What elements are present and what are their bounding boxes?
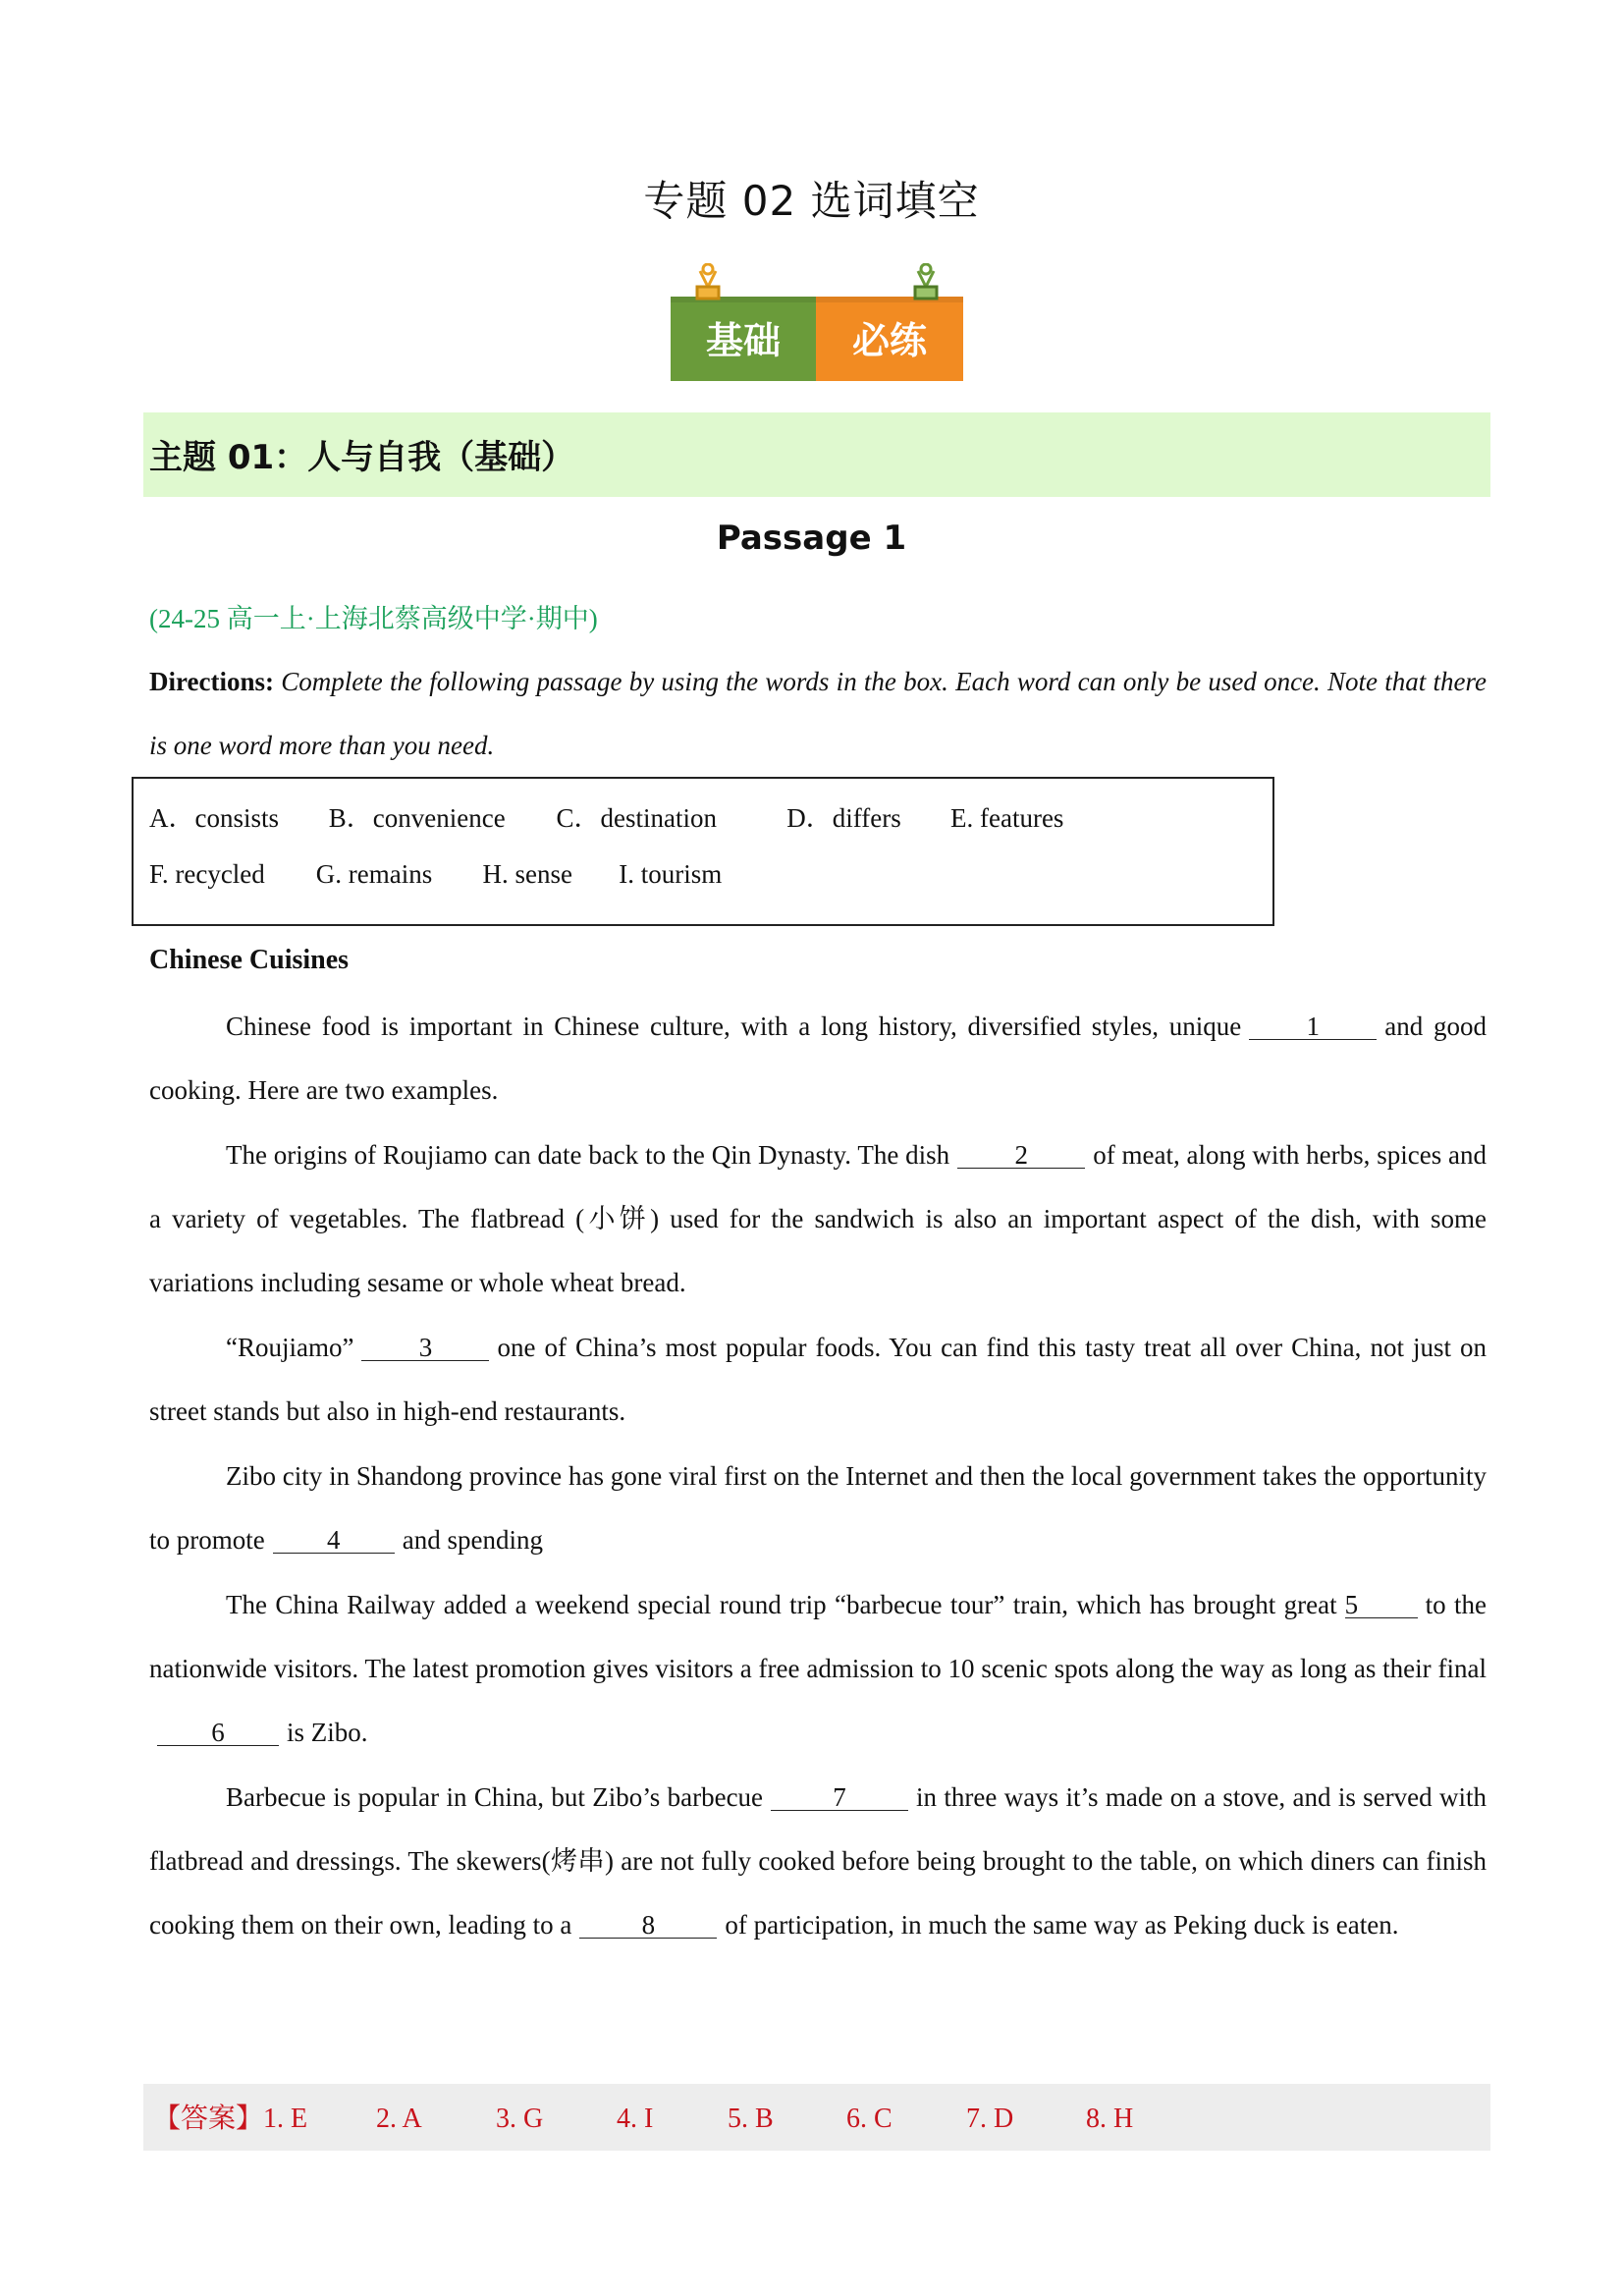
word-box bbox=[132, 777, 1274, 926]
theme-header bbox=[143, 412, 1490, 497]
word-option: A．consists bbox=[149, 803, 280, 833]
word-option: C．destination bbox=[556, 803, 717, 833]
directions-text: Complete the following passage by using the words in the box. Each word can only be used once. Note that there is one word more than you need. bbox=[149, 667, 1487, 760]
paragraph-2 bbox=[149, 1123, 1487, 1315]
word-option: H. sense bbox=[482, 859, 572, 889]
clip-icon bbox=[697, 264, 719, 299]
answer-item: 1. E bbox=[263, 2104, 308, 2134]
word-option: G. remains bbox=[315, 859, 433, 889]
passage-title: Passage 1 bbox=[716, 519, 907, 558]
answer-line bbox=[153, 2097, 1133, 2136]
word-option: B．convenience bbox=[328, 803, 506, 833]
blank-8: 8 bbox=[579, 1912, 717, 1939]
answer-key bbox=[143, 2084, 1490, 2151]
answer-label: 【答案】 bbox=[153, 2104, 264, 2134]
word-option: E. features bbox=[950, 803, 1064, 833]
blank-7: 7 bbox=[771, 1784, 908, 1811]
paragraph-text: Zibo city in Shandong province has gone viral first on the Internet and then the local government takes the opportunity to promote bbox=[149, 1461, 1487, 1555]
passage-heading: Chinese Cuisines bbox=[149, 945, 350, 975]
answer-item: 4. I bbox=[617, 2104, 654, 2134]
paragraph-text: one of China’s most popular foods. You can find this tasty treat all over China, not just on street stands but also in high-end restaurants. bbox=[149, 1333, 1487, 1426]
blank-3: 3 bbox=[361, 1335, 489, 1361]
paragraph-text: and good cooking. Here are two examples. bbox=[149, 1011, 1487, 1105]
blank-1: 1 bbox=[1249, 1013, 1377, 1040]
word-option: F. recycled bbox=[149, 859, 265, 889]
blank-4: 4 bbox=[273, 1527, 395, 1554]
paragraph-text: is Zibo. bbox=[287, 1718, 368, 1747]
blank-2: 2 bbox=[957, 1142, 1085, 1169]
banner-right-label: 必练 bbox=[851, 319, 928, 362]
answer-item: 2. A bbox=[376, 2104, 422, 2134]
paragraph-text: and spending bbox=[402, 1525, 543, 1555]
answer-item: 6. C bbox=[846, 2104, 893, 2134]
paragraph-text: of meat, along with herbs, spices and a variety of vegetables. The flatbread (小饼) used for the sandwich is also an important aspect of the dish, with some variations including sesame or whole wheat bread. bbox=[149, 1140, 1488, 1297]
directions-label: Directions: bbox=[149, 667, 274, 696]
paragraph-1 bbox=[149, 995, 1487, 1122]
word-option: I. tourism bbox=[619, 859, 723, 889]
blank-6: 6 bbox=[157, 1720, 279, 1746]
document-title: 专题 02 选词填空 bbox=[643, 177, 980, 225]
passage-source: (24-25 高一上·上海北蔡高级中学·期中) bbox=[149, 604, 598, 633]
paragraph-text: to the nationwide visitors. The latest promotion gives visitors a free admission to 10 scenic spots along the way as long as their final bbox=[149, 1590, 1487, 1683]
paragraph-text: The China Railway added a weekend special round trip “barbecue tour” train, which has brought great bbox=[226, 1590, 1337, 1619]
paragraph-5 bbox=[149, 1573, 1487, 1765]
clip-icon bbox=[915, 264, 937, 299]
paragraph-text: The origins of Roujiamo can date back to the Qin Dynasty. The dish bbox=[226, 1140, 950, 1170]
paragraph-6 bbox=[149, 1766, 1487, 1957]
word-box-row-2 bbox=[149, 859, 722, 890]
directions bbox=[149, 650, 1487, 778]
answer-item: 8. H bbox=[1086, 2104, 1134, 2134]
banner-left-label: 基础 bbox=[705, 319, 782, 362]
paragraph-text: “Roujiamo” bbox=[226, 1333, 354, 1362]
paragraph-text: Barbecue is popular in China, but Zibo’s barbecue bbox=[226, 1782, 764, 1812]
answer-item: 3. G bbox=[496, 2104, 544, 2134]
answer-item: 7. D bbox=[966, 2104, 1014, 2134]
paragraph-4 bbox=[149, 1445, 1487, 1572]
word-option: D．differs bbox=[786, 803, 901, 833]
answer-item: 5. B bbox=[728, 2104, 774, 2134]
paragraph-text: in three ways it’s made on a stove, and is served with flatbread and dressings. The skewers(烤串) are not fully cooked before being brought to the table, on which diners can finish cooking them on their own, leading to a bbox=[149, 1782, 1487, 1940]
theme-label: 主题 01：人与自我（基础） bbox=[149, 438, 575, 477]
paragraph-3 bbox=[149, 1316, 1487, 1444]
blank-5: 5 bbox=[1345, 1592, 1418, 1618]
word-box-row-1 bbox=[149, 796, 1063, 835]
paragraph-text: of participation, in much the same way as Peking duck is eaten. bbox=[725, 1910, 1399, 1940]
banner-graphic bbox=[671, 263, 963, 383]
paragraph-text: Chinese food is important in Chinese culture, with a long history, diversified styles, unique bbox=[226, 1011, 1242, 1041]
